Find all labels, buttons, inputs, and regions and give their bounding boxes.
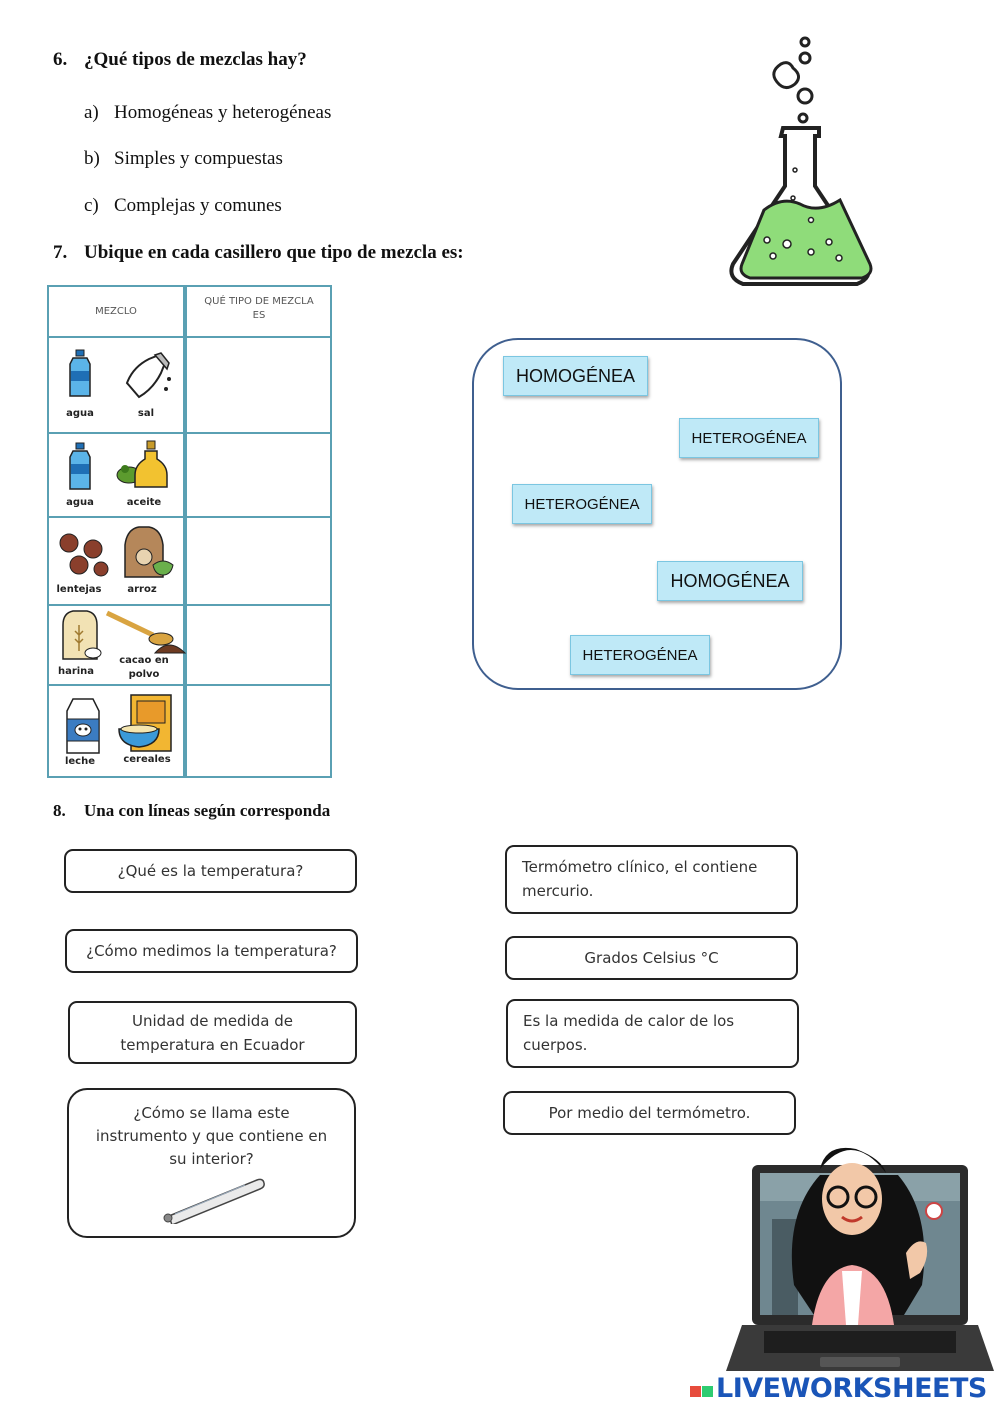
match-right-1[interactable]: Termómetro clínico, el contiene mercurio. — [505, 845, 798, 914]
logo-square-icon — [702, 1386, 713, 1397]
header-mix: MEZCLO — [95, 306, 137, 317]
table-divider — [183, 287, 187, 776]
match-left-4-text: ¿Cómo se llama este instrumento y que contiene en su interior? — [95, 1104, 328, 1168]
item-label: harina — [57, 666, 95, 677]
answer-cell-4[interactable] — [189, 606, 330, 682]
mixtures-table — [47, 285, 332, 778]
teacher-laptop-illustration — [720, 1125, 995, 1377]
tag-heterogenea-3[interactable]: HETEROGÉNEA — [570, 635, 710, 675]
question-7-title: 7. Ubique en cada casillero que tipo de mezcla es: — [53, 242, 464, 263]
oil-bottle-icon — [115, 439, 171, 491]
match-left-3[interactable]: Unidad de medida de temperatura en Ecuador — [68, 1001, 357, 1064]
logo-square-icon — [690, 1386, 701, 1397]
match-left-4[interactable] — [67, 1088, 356, 1238]
thermometer-icon — [161, 1174, 265, 1224]
milk-carton-icon — [61, 695, 105, 755]
water-bottle-icon — [67, 442, 93, 492]
header-type: QUÉ TIPO DE MEZCLA ES — [204, 296, 314, 321]
tag-heterogenea-1[interactable]: HETEROGÉNEA — [679, 418, 819, 458]
option-b[interactable]: b) Simples y compuestas — [84, 148, 283, 169]
cocoa-spoon-icon — [105, 609, 187, 655]
lentils-icon — [57, 531, 109, 579]
item-label: aceite — [126, 497, 162, 508]
answer-cell-1[interactable] — [189, 338, 330, 430]
match-right-2[interactable]: Grados Celsius °C — [505, 936, 798, 980]
tag-homogenea-1[interactable]: HOMOGÉNEA — [503, 356, 648, 396]
item-label: arroz — [127, 584, 157, 595]
item-label: agua — [66, 497, 94, 508]
answer-cell-5[interactable] — [189, 686, 330, 776]
item-label: leche — [64, 756, 96, 767]
item-label: sal — [137, 408, 155, 419]
cereal-box-icon — [117, 693, 177, 755]
rice-bag-icon — [119, 523, 175, 579]
item-label: cereales — [123, 754, 171, 765]
answer-cell-2[interactable] — [189, 434, 330, 514]
tag-heterogenea-2[interactable]: HETEROGÉNEA — [512, 484, 652, 524]
water-bottle-icon — [67, 349, 93, 399]
item-label: agua — [66, 408, 94, 419]
match-left-2[interactable]: ¿Cómo medimos la temperatura? — [65, 929, 358, 973]
question-8-title: 8. Una con líneas según corresponda — [53, 801, 331, 820]
match-left-1[interactable]: ¿Qué es la temperatura? — [64, 849, 357, 893]
match-right-4[interactable]: Por medio del termómetro. — [503, 1091, 796, 1135]
match-right-3[interactable]: Es la medida de calor de los cuerpos. — [506, 999, 799, 1068]
salt-shaker-icon — [119, 351, 175, 401]
item-label: cacao en polvo — [119, 655, 169, 680]
question-6-title: 6. ¿Qué tipos de mezclas hay? — [53, 49, 307, 70]
liveworksheets-logo[interactable] — [690, 1373, 987, 1404]
item-label: lentejas — [56, 584, 102, 595]
answer-cell-3[interactable] — [189, 518, 330, 602]
flask-illustration — [715, 30, 885, 292]
flour-bag-icon — [59, 609, 103, 661]
logo-text: LIVEWORKSHEETS — [716, 1373, 987, 1404]
tag-homogenea-2[interactable]: HOMOGÉNEA — [657, 561, 803, 601]
option-a[interactable]: a) Homogéneas y heterogéneas — [84, 102, 332, 123]
option-c[interactable]: c) Complejas y comunes — [84, 195, 282, 216]
